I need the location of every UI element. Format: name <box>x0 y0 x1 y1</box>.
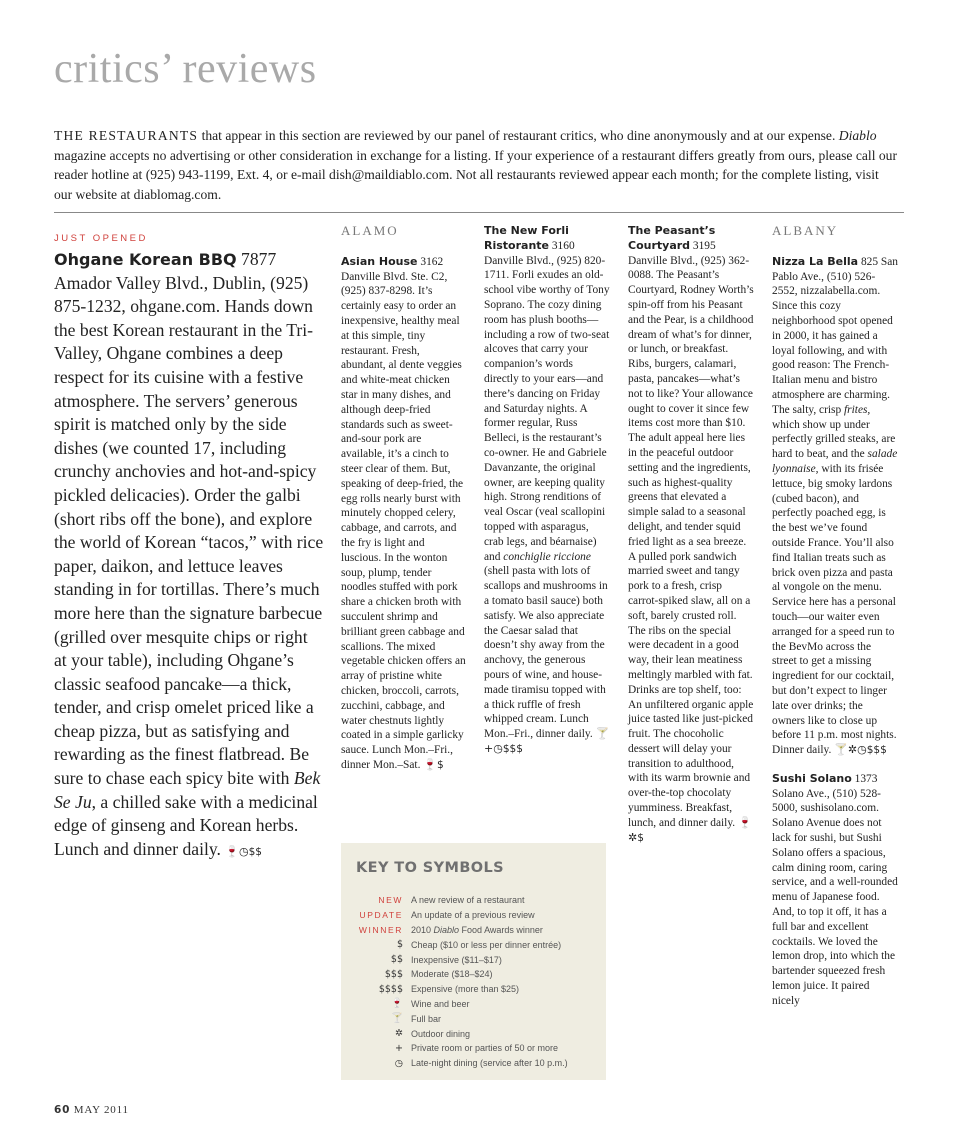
key-row <box>341 908 606 923</box>
key-term: NEW <box>378 895 403 906</box>
key-row <box>341 1056 606 1071</box>
header-divider <box>54 212 904 213</box>
clock-icon: ◷ <box>394 1057 403 1069</box>
key-row <box>341 923 606 938</box>
review-text-2: which show up under perfectly grilled steaks, are hard to beat, and the <box>772 418 896 461</box>
review-text: 1373 Solano Ave., (510) 528-5000, sushisolano.com. Solano Avenue does not lack for sushi, but Sushi Solano offers a spacious, calm dining room, caring service, and a well-rounded menu of Japanese food. And, to top it off, it has a full bar and excellent cocktails. We loved the lemon drop, into which the bartender squeezed fresh lemon juice. It paired nicely <box>772 772 898 1007</box>
key-row <box>341 997 606 1012</box>
key-desc: Full bar <box>411 1013 442 1024</box>
review-asian-house <box>341 255 467 773</box>
key-row <box>341 967 606 982</box>
key-row <box>341 1026 606 1041</box>
wine-late-night-icons: 🍷◷ <box>225 844 249 858</box>
issue-date: MAY 2011 <box>73 1104 129 1116</box>
key-row <box>341 1041 606 1056</box>
price-rating: $$$ <box>502 742 523 755</box>
featured-restaurant-name: Ohgane Korean BBQ <box>54 250 237 269</box>
key-desc-part: 2010 <box>411 924 434 935</box>
dish-name-salade: salade lyonnaise, <box>772 448 898 475</box>
section-heading-albany: ALBANY <box>772 223 839 238</box>
key-row <box>341 1011 606 1026</box>
page-title: critics’ reviews <box>54 46 317 92</box>
key-desc: Moderate ($18–$24) <box>411 969 493 980</box>
key-term: UPDATE <box>359 910 403 921</box>
featured-drink-name: Bek Se Ju <box>54 768 321 812</box>
key-term: $ <box>396 939 403 951</box>
price-rating: $ <box>637 831 644 844</box>
key-row <box>341 952 606 967</box>
review-new-forli <box>484 224 610 757</box>
key-desc-magazine: Diablo <box>433 924 460 935</box>
key-title: KEY TO SYMBOLS <box>356 860 504 876</box>
review-sushi-solano <box>772 772 898 1009</box>
intro-magazine-name: Diablo <box>838 128 877 143</box>
key-desc: A new review of a restaurant <box>411 895 525 906</box>
price-rating: $ <box>436 758 444 771</box>
bar-outdoor-late-icons: 🍸✲◷ <box>834 743 867 757</box>
key-desc: An update of a previous review <box>411 910 535 921</box>
page-footer <box>54 1104 129 1116</box>
featured-review <box>54 233 324 864</box>
sun-icon: ✲ <box>395 1028 403 1040</box>
key-term: $$ <box>390 954 403 966</box>
featured-kicker: JUST OPENED <box>54 233 148 244</box>
page-number: 60 <box>54 1104 71 1116</box>
plus-icon: + <box>395 1042 403 1054</box>
wine-outdoor-icons: 🍷✲ <box>628 815 752 844</box>
price-rating: $$$ <box>866 744 887 757</box>
key-desc-part: Food Awards winner <box>459 924 543 935</box>
key-desc: Cheap ($10 or less per dinner entrée) <box>411 939 562 950</box>
section-heading-alamo: ALAMO <box>341 223 399 238</box>
featured-text-1: 7877 Amador Valley Blvd., Dublin, (925) 875-1232, ohgane.com. Hands down the best Korean restaurant in the Tri-Valley, Ohgane combines a deep respect for its cuisine with a festive atmosphere. The servers’ generous spirit is matched only by the side dishes (we counted 17, including crunchy anchovies and hot-and-spicy pickled delicacies). Order the galbi (short ribs off the bone), and explore the world of Korean “tacos,” with rice paper, daikon, and lettuce leaves standing in for tortillas. There’s much more here than the signature barbecue (grilled over mesquite chips or right at your table), including Ohgane’s classic seafood pancake—a thick, tender, and crisp omelet priced like a cheap pizza, but as satisfying and rewarding as the finest flatbread. Be sure to chase each spicy bite with <box>54 249 324 789</box>
key-term: $$$ <box>384 968 403 980</box>
column-alamo-2 <box>484 224 610 767</box>
column-alamo-1 <box>341 224 467 783</box>
wine-glass-icon: 🍷 <box>391 998 403 1010</box>
restaurant-name: The Peasant’s Courtyard <box>628 224 716 252</box>
column-alamo-3 <box>628 224 754 855</box>
review-text: 3162 Danville Blvd. Ste. C2, (925) 837-8298. It’s certainly easy to order an inexpensive, healthy meal at this simple, tiny restaurant. Fresh, abundant, al dente veggies and white-meat chicken star in many dishes, and although deep-fried standards such as sweet-and-sour pork are available, it’s a cinch to steer clear of them. But, speaking of deep-fried, the egg rolls nearly burst with minutely chopped celery, cabbage, and carrots, and the fry is light and luscious. In the wonton soup, plump, tender noodles stuffed with pork share a chicken broth with succulent shrimp and brilliant green cabbage and scallions. The mixed vegetable chicken offers an array of pristine white chicken, broccoli, carrots, zucchini, cabbage, and water chestnuts lightly coated in a simple garlicky sauce. Lunch Mon.–Fri., dinner Mon.–Sat. <box>341 255 466 771</box>
key-row <box>341 982 606 997</box>
restaurant-name: The New Forli Ristorante <box>484 224 569 252</box>
restaurant-name: Nizza La Bella <box>772 254 859 268</box>
key-desc: Outdoor dining <box>411 1028 471 1039</box>
key-desc: Inexpensive ($11–$17) <box>411 954 502 965</box>
key-term: WINNER <box>358 924 403 935</box>
review-text: 3195 Danville Blvd., (925) 362-0088. The Peasant’s Courtyard, Rodney Worth’s spin-off from his Peasant and the Pear, is a childhood dream of what’s for dinner, or lunch, or breakfast. Ribs, burgers, calamari, pasta, pancakes—what’s not to like? Your allowance ought to cover it since few items cost more than $10. The adult appeal here lies in the peaceful outdoor setting and the ingredients, such as highest-quality greens that elevated a simple salad to a seasonal delight, and tender squid fried light as a sea breeze. A pulled pork sandwich married sweet and tangy pork to a fresh, crisp carrot-spiked slaw, all on a soft, barely crusted roll. The ribs on the special were decadent in a good way, their lean meatiness meltingly marbled with fat. Drinks are top shelf, too: An unfiltered organic apple juice tasted like just-picked fruit. The chocoholic dessert will delay your transition to adulthood, with its warm brownie and over-the-top chocolaty yumminess. Breakfast, lunch, and dinner daily. <box>628 239 754 829</box>
bar-private-late-icons: 🍸+◷ <box>484 727 610 755</box>
key-term: $$$$ <box>378 983 403 995</box>
review-peasants-courtyard <box>628 224 754 845</box>
featured-body <box>54 248 324 864</box>
featured-text-2: , a chilled sake with a medicinal edge of ginseng and Korean herbs. Lunch and dinner daily. <box>54 791 318 859</box>
column-albany <box>772 224 898 1019</box>
intro-lead: THE RESTAURANTS <box>54 128 199 143</box>
key-to-symbols-box <box>341 843 606 1080</box>
intro-paragraph <box>54 126 900 204</box>
key-desc: Expensive (more than $25) <box>411 984 520 995</box>
key-row <box>341 937 606 952</box>
review-text-1: 3160 Danville Blvd., (925) 820-1711. Forli exudes an old-school vibe worthy of Tony Soprano. The cozy dining room has plush booths—including a row of two-seat alcoves that carry your companion’s words directly to your ears—and there’s dancing on Friday and Saturday nights. A former regular, Russ Belleci, is the restaurant’s co-owner. He and Gabriele Davanzante, the original owner, are keeping quality high. Strong renditions of veal Oscar (veal scallopini topped with asparagus, crab legs, and béarnaise) and <box>484 239 610 563</box>
review-text-3: with its frisée lettuce, big smoky lardons (cubed bacon), and perfectly poached egg, is the best we’ve found outside France. You’ll also find Italian treats such as brick oven pizza and pasta al vongole on the menu. Service here has a personal touch—our waiter even arranged for a speed run to the BevMo across the street to get a missing ingredient for our cocktail, but don’t expect to linger late over drinks; the owners like to close up before 11 p.m. most nights. Dinner daily. <box>772 462 897 757</box>
dish-name: conchiglie riccione <box>503 550 591 563</box>
key-list <box>341 893 606 1071</box>
intro-text-2: magazine accepts no advertising or other consideration in exchange for a listing. If your experience of a restaurant differs greatly from ours, please call our reader hotline at (925) 943-1199, Ext. 4, or e-mail dish@maildiablo.com. Not all restaurants reviewed appear each month; for the complete listing, visit our website at diablomag.com. <box>54 147 897 202</box>
intro-text-1: that appear in this section are reviewed by our panel of restaurant critics, who dine anonymously and at our expense. <box>198 128 839 143</box>
review-nizza-la-bella <box>772 255 898 758</box>
key-row <box>341 893 606 908</box>
key-desc <box>411 925 543 935</box>
wine-icon: 🍷 <box>423 757 437 771</box>
key-desc: Private room or parties of 50 or more <box>411 1043 559 1054</box>
featured-price: $$ <box>248 845 262 858</box>
key-desc: Late-night dining (service after 10 p.m.) <box>411 1058 568 1069</box>
restaurant-name: Sushi Solano <box>772 771 852 785</box>
restaurant-name: Asian House <box>341 254 418 268</box>
dish-name-frites: frites, <box>844 403 871 416</box>
review-text-1: 825 San Pablo Ave., (510) 526-2552, nizzalabella.com. Since this cozy neighborhood spot opened in 2000, it has gained a loyal following, and with good reason: The French-Italian menu and bistro atmosphere are charming. The salty, crisp <box>772 255 898 416</box>
review-text-2: (shell pasta with lots of scallops and mushrooms in a tomato basil sauce) both satisfy. We also appreciate the Caesar salad that doesn’t shy away from the anchovy, the generous pours of wine, and house-made tiramisu topped with a thick ruffle of fresh whipped cream. Lunch Mon.–Fri., dinner daily. <box>484 565 608 741</box>
key-desc: Wine and beer <box>411 998 470 1009</box>
cocktail-glass-icon: 🍸 <box>391 1013 403 1025</box>
